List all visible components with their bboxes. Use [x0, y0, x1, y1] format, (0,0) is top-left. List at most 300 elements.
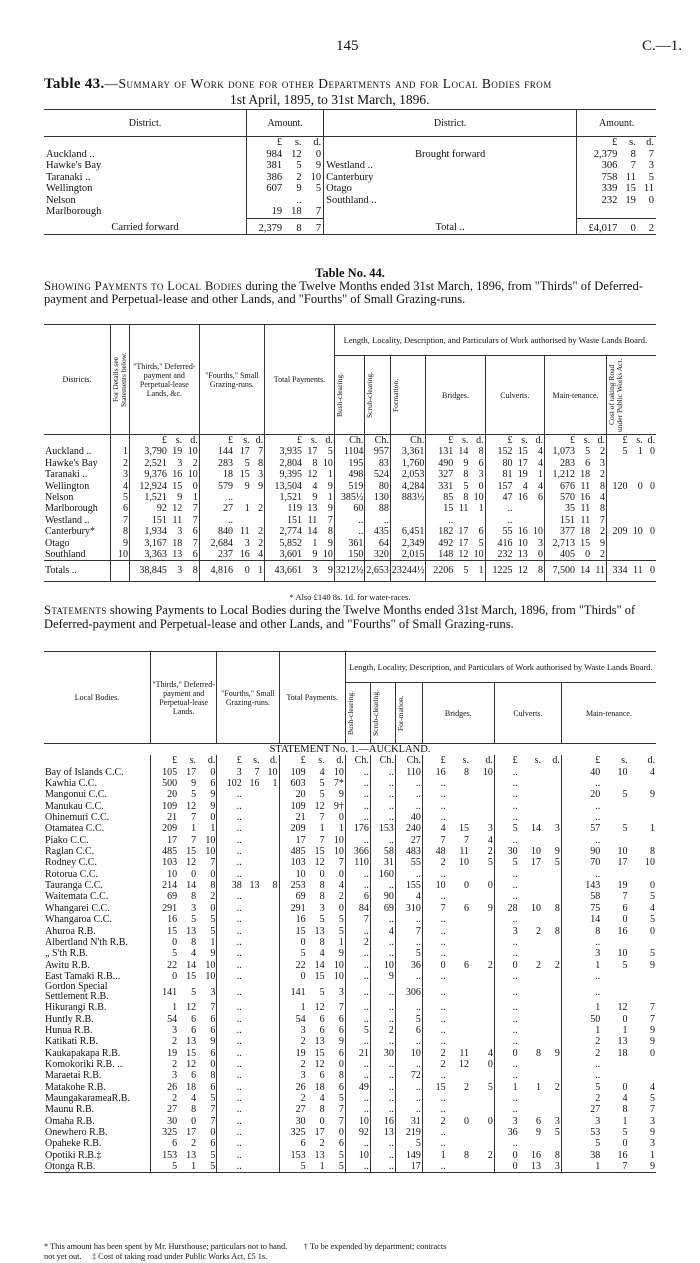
- t44-row-cell: 15: [239, 469, 250, 481]
- statement-cell: [447, 1036, 470, 1047]
- statement-row: [44, 812, 656, 823]
- t44-row-cell: 195: [334, 458, 365, 469]
- statement-cell: 69: [151, 891, 179, 902]
- t44-row-cell: 80: [485, 458, 513, 469]
- t44-row-cell: 3: [478, 469, 484, 481]
- t43-carried: Carried forward: [44, 218, 247, 235]
- st-h-maint: Main-tenance.: [561, 683, 656, 744]
- t44-row-cell: 11: [580, 480, 591, 492]
- t44-row-cell: 8: [312, 457, 318, 469]
- statement-cell: 1: [650, 1149, 655, 1161]
- st-unit: d.: [270, 755, 278, 767]
- t44-totals-row-cell: 1225: [485, 561, 513, 581]
- t44-h-thirds: "Thirds," Deferred-payment and Perpetual-lease Lands, &c.: [130, 325, 200, 435]
- statement-cell: 17: [617, 857, 628, 869]
- statement-cell: [243, 1161, 261, 1173]
- statement-cell: 2: [151, 1036, 179, 1047]
- t44-row-cell: 11: [580, 503, 591, 515]
- statement-cell: 2: [535, 925, 541, 937]
- statement-cell: [519, 1059, 542, 1070]
- statement-cell: 10: [333, 766, 344, 778]
- statement-cell: ..: [561, 869, 601, 880]
- statement-cell: [243, 1014, 261, 1025]
- t44-row-cell: 3: [177, 526, 183, 538]
- statement-cell: [261, 846, 280, 857]
- statement-cell: 109: [279, 801, 307, 812]
- statement-cell: [601, 1059, 628, 1070]
- local-body-name: Rodney C.C.: [45, 857, 97, 869]
- t44-row-cell: [629, 503, 644, 514]
- t43-amount: 758: [577, 172, 620, 184]
- t44-row-cell: 10: [322, 549, 333, 561]
- t43-amount: 9: [315, 160, 322, 171]
- statement-cell: ..: [217, 903, 243, 914]
- statement-cell: 0: [338, 868, 344, 880]
- t44-row-cell: 18: [580, 526, 591, 538]
- statement-row: [44, 1127, 656, 1138]
- statement-cell: 1: [272, 778, 278, 790]
- t44-unit: Ch.: [334, 435, 365, 447]
- statement-cell: 12: [617, 1002, 628, 1014]
- t44-row-cell: 16: [239, 549, 250, 561]
- statement-cell: [601, 982, 628, 1002]
- statement-cell: [447, 1070, 470, 1081]
- t44-row-cell: 16: [580, 492, 591, 504]
- statement-cell: [447, 812, 470, 823]
- t43-unit-blank: [324, 137, 577, 149]
- statement-cell: [628, 835, 656, 846]
- statement-cell: ..: [561, 801, 601, 812]
- statement-cell: 7: [210, 857, 216, 869]
- statement-cell: 13: [314, 1036, 325, 1048]
- t44-row-cell: 1: [637, 446, 643, 458]
- statement-cell: ..: [494, 778, 518, 789]
- statement-cell: ..: [217, 1014, 243, 1025]
- statement-cell: [243, 869, 261, 880]
- statement-cell: [261, 801, 280, 812]
- t44-row-cell: 490: [426, 458, 454, 469]
- local-body-name: Katikati R.B.: [45, 1036, 99, 1048]
- t43-grand-total: 0: [619, 218, 638, 235]
- t43-unit: d.: [313, 137, 322, 148]
- statement-cell: 9: [554, 846, 560, 858]
- statement-cell: 22: [279, 960, 307, 971]
- t44-row-cell: 840: [199, 526, 234, 537]
- st-h-scrub: Scrub-clearing.: [370, 689, 380, 737]
- statement-cell: 8: [319, 880, 325, 892]
- st-unit: £: [422, 755, 446, 766]
- statement-row: [44, 971, 656, 982]
- statement-cell: 7: [464, 834, 469, 846]
- t44-row-cell: 15: [426, 503, 454, 514]
- t44-row-cell: 3: [244, 537, 250, 549]
- t44-row-cell: 0: [585, 549, 591, 561]
- t44-h-total: Total Payments.: [265, 325, 335, 435]
- statement-cell: 10: [205, 959, 216, 971]
- statement-cell: ..: [345, 767, 370, 778]
- statement-cell: [519, 835, 542, 846]
- statement-cell: [261, 1138, 280, 1149]
- t44-row-cell: 9,376: [130, 469, 168, 480]
- statement-row: [44, 937, 656, 948]
- statement-cell: 2: [561, 1036, 601, 1047]
- t44-unit: d.: [255, 435, 264, 446]
- statement-cell: 10: [617, 948, 628, 960]
- t44-row-cell: 405: [544, 549, 576, 561]
- statement-cell: 0: [650, 925, 655, 937]
- statement-cell: ..: [217, 1093, 243, 1104]
- t43-district: Wellington: [46, 183, 93, 194]
- t44-row-cell: 676: [544, 481, 576, 492]
- statement-cell: 0: [464, 880, 469, 892]
- t43-row: [44, 183, 656, 195]
- t44-row-cell: 11: [172, 514, 183, 526]
- t44-row-cell: 35: [544, 503, 576, 514]
- statement-cell: [519, 1070, 542, 1081]
- t43-district: [324, 206, 577, 218]
- statement-cell: 2: [279, 1059, 307, 1070]
- statement-cell: [542, 1036, 561, 1047]
- statement-cell: [470, 1070, 494, 1081]
- t44-row-cell: 19: [517, 469, 528, 481]
- t44-row-cell: 14: [307, 526, 318, 538]
- st-unit: d.: [336, 755, 344, 767]
- statement-row: [44, 1036, 656, 1047]
- statement-cell: 84: [345, 903, 370, 914]
- statement-row: [44, 778, 656, 789]
- statement-cell: ..: [494, 982, 518, 1002]
- statement-cell: 10: [459, 857, 469, 869]
- t44-row-cell: 1: [327, 469, 333, 481]
- t44-row-cell: 2: [599, 549, 605, 561]
- statement-cell: 13: [314, 1149, 325, 1161]
- statement-cell: ..: [345, 1014, 370, 1025]
- statement-cell: [447, 1161, 470, 1173]
- statement-cell: 7: [338, 857, 344, 869]
- statement-row: [44, 1150, 656, 1161]
- statement-cell: 5: [210, 1092, 216, 1104]
- statement-cell: 9: [650, 1036, 655, 1048]
- statement-cell: 2: [554, 959, 560, 971]
- st-unit: s.: [621, 755, 628, 767]
- statement-cell: [243, 948, 261, 959]
- statement-cell: 5: [554, 857, 560, 869]
- statement-cell: 8: [210, 880, 216, 892]
- t44-totals-row-cell: 11: [591, 561, 606, 581]
- st-unit: s.: [189, 755, 197, 767]
- statement-cell: 40: [561, 767, 601, 778]
- t44-row-cell: 2,349: [390, 538, 426, 549]
- statement-cell: 12: [186, 1002, 197, 1014]
- statement-cell: 8: [319, 1104, 325, 1116]
- statement-cell: 19: [279, 1048, 307, 1059]
- statement-cell: ..: [345, 1138, 370, 1149]
- statement-cell: [542, 880, 561, 891]
- statement-row: [44, 960, 656, 971]
- local-body-name: Ohinemuri C.C.: [45, 812, 110, 824]
- local-body-name: „ S'th R.B.: [45, 948, 88, 960]
- st-h-fourths: "Fourths," Small Grazing-runs.: [217, 652, 279, 744]
- statement-cell: [519, 1138, 542, 1149]
- t44-row-cell: 0: [478, 480, 484, 492]
- t44-totals-row-cell: 11: [629, 561, 644, 581]
- statement-cell: ..: [217, 1104, 243, 1115]
- statement-cell: 0: [191, 868, 197, 880]
- statement-cell: 1: [338, 823, 344, 835]
- statement-cell: 17: [279, 835, 307, 846]
- statement-cell: ..: [217, 982, 243, 1002]
- t44-row-cell: 283: [199, 458, 234, 469]
- statement-cell: 14: [186, 880, 197, 892]
- t43-amount: 8: [630, 148, 636, 160]
- statement-cell: ..: [345, 960, 370, 971]
- statement-cell: [628, 982, 656, 1002]
- statement-cell: ..: [345, 1059, 370, 1070]
- t44-row-cell: 150: [334, 549, 365, 561]
- statement-cell: 7: [319, 812, 325, 824]
- t44-unit: £: [485, 435, 513, 447]
- statement-cell: 3: [338, 986, 344, 998]
- t43-amount: [304, 195, 324, 207]
- t44-row-cell: 9: [327, 537, 333, 549]
- statement-cell: 30: [279, 1116, 307, 1127]
- t44-row-cell: 13: [172, 549, 183, 561]
- t44-row-cell: 2,053: [390, 469, 426, 480]
- t44-row-cell: 182: [426, 526, 454, 537]
- statement-cell: 209: [151, 823, 179, 834]
- statement-cell: 10: [617, 846, 628, 858]
- t44-totals-row-cell: 4,816: [199, 561, 234, 581]
- statement-cell: ..: [217, 960, 243, 971]
- statement-cell: [243, 891, 261, 902]
- t43-amount: 18: [291, 206, 302, 217]
- statement-cell: 0: [494, 1161, 518, 1173]
- t44-row-cell: 11: [458, 503, 469, 515]
- t44-totals-row-cell: 3212½: [334, 561, 365, 581]
- t44-totals-row-cell: 14: [576, 561, 591, 581]
- t44-row-cell: ..: [199, 515, 234, 526]
- statement-cell: ..: [422, 891, 446, 902]
- statement-cell: ..: [494, 891, 518, 902]
- statement-cell: [470, 1161, 494, 1173]
- statement-cell: 2: [151, 1093, 179, 1104]
- t43-amount: 984: [247, 149, 285, 161]
- statement-cell: 4: [650, 902, 655, 914]
- t44-row-cell: 1,521: [265, 492, 303, 503]
- statement-cell: 21: [345, 1048, 370, 1059]
- local-body-name: Komokoriki R.B. ..: [45, 1058, 123, 1070]
- statement-cell: ..: [370, 914, 395, 925]
- statement-cell: 6: [338, 1047, 344, 1059]
- statement-cell: 22: [151, 960, 179, 971]
- t44-row-cell: 4: [258, 549, 264, 561]
- t44-row-cell: 16: [517, 526, 528, 538]
- local-body-name: Huntly R.B.: [45, 1013, 94, 1025]
- statement-cell: [261, 1104, 280, 1115]
- statement-cell: 0: [279, 971, 307, 982]
- statement-cell: 240: [395, 823, 422, 834]
- statement-cell: [243, 1127, 261, 1138]
- t44-row-cell: 0: [650, 446, 655, 458]
- statement-cell: 5: [650, 948, 655, 960]
- statement-cell: 30: [151, 1116, 179, 1127]
- t44-unit: d.: [476, 435, 484, 446]
- statement-cell: 57: [561, 823, 601, 834]
- statement-cell: [243, 1025, 261, 1036]
- statement-cell: 0: [151, 971, 179, 982]
- statement-cell: 0: [210, 1127, 216, 1138]
- statement-cell: [243, 971, 261, 982]
- statement-cell: 6: [319, 1013, 325, 1025]
- statement-cell: [628, 812, 656, 823]
- statement-cell: ..: [217, 869, 243, 880]
- st-unit: £: [561, 755, 601, 766]
- statement-cell: [542, 812, 561, 823]
- local-body-name: Matakohe R.B.: [45, 1081, 106, 1093]
- statement-cell: 7: [191, 812, 197, 824]
- t43-amount: 7: [630, 160, 636, 171]
- t44-row-cell: [514, 503, 529, 514]
- statement-cell: 4: [191, 1092, 197, 1104]
- statement-cell: 1: [494, 1082, 518, 1093]
- t44-unit-blank: [44, 435, 111, 447]
- statement-cell: ..: [370, 812, 395, 823]
- statement-cell: 5: [319, 914, 325, 926]
- statement-cell: 5: [210, 1149, 216, 1161]
- statement-cell: 5: [319, 778, 325, 790]
- statement-cell: 9: [487, 902, 493, 914]
- t44-row-cell: 12: [458, 549, 469, 561]
- statement-cell: ..: [494, 937, 518, 948]
- table43-heading: —Summary of Work done for other Departments and for Local Bodies from: [104, 76, 552, 91]
- statement-cell: 109: [279, 767, 307, 778]
- statement-cell: 6: [395, 1025, 422, 1036]
- statement-cell: 7*: [333, 778, 344, 790]
- statement-cell: 10: [530, 902, 541, 914]
- statement-cell: 2: [319, 1138, 325, 1150]
- footnote-4: ‡ Cost of taking road under Public Works Act, £5 1s.: [91, 1251, 268, 1261]
- statement-row: [44, 1116, 656, 1127]
- statement-cell: ..: [422, 1093, 446, 1104]
- statement-cell: [261, 857, 280, 868]
- t44-row-cell: 4: [111, 481, 130, 492]
- statement-cell: 50: [561, 1014, 601, 1025]
- t44-row-cell: 7: [192, 537, 198, 549]
- table44-caption-text: during the Twelve Months ended 31st March, 1896, from "Thirds" of Deferred-payment and Perpetual-lease and other Lands, and "Fourths" of Small Grazing-runs.: [44, 279, 643, 306]
- statement-row: [44, 1059, 656, 1070]
- statement-cell: 6: [191, 1013, 197, 1025]
- statement-cell: 13: [370, 1127, 395, 1138]
- statement-row: [44, 914, 656, 925]
- statement-cell: [470, 869, 494, 880]
- st-h-form: For-mation.: [395, 695, 405, 731]
- t44-row-cell: ..: [426, 515, 454, 526]
- statement-row: [44, 982, 656, 1002]
- statement-row: [44, 789, 656, 800]
- t44-row-cell: 2: [258, 537, 264, 549]
- statement-cell: 7: [422, 835, 446, 846]
- statement-cell: 485: [151, 846, 179, 857]
- statement-cell: 2: [422, 1116, 446, 1127]
- t44-row-cell: Otago: [45, 537, 70, 549]
- statement-cell: [519, 1093, 542, 1104]
- statement-cell: ..: [345, 880, 370, 891]
- statement-cell: 1: [622, 1024, 628, 1036]
- statement-cell: 6: [345, 891, 370, 902]
- t44-row-cell: 5,852: [265, 538, 303, 549]
- t44-row-cell: 1104: [334, 446, 365, 457]
- statement-cell: ..: [395, 789, 422, 800]
- t43-amount: 19: [247, 206, 285, 218]
- t44-row-cell: 3: [599, 457, 605, 469]
- statement-cell: 0: [494, 1048, 518, 1059]
- statement-cell: ..: [561, 982, 601, 1002]
- statement-cell: [628, 971, 656, 982]
- statement-cell: 4: [622, 1092, 628, 1104]
- t44-row-cell: 9: [258, 480, 264, 492]
- st-units-row: [44, 755, 656, 766]
- statement-cell: 21: [279, 812, 307, 823]
- t44-row-cell: 7: [192, 503, 198, 515]
- statement-cell: ..: [370, 778, 395, 789]
- statement-cell: ..: [494, 1093, 518, 1104]
- statement-cell: 14: [314, 959, 325, 971]
- statement-cell: [447, 971, 470, 982]
- statement-cell: ..: [370, 1002, 395, 1013]
- statement-cell: 27: [561, 1104, 601, 1115]
- t44-h-fourths: "Fourths," Small Grazing-runs.: [199, 325, 264, 435]
- t43-total: 8: [284, 218, 303, 235]
- t43-amount: 5: [296, 160, 302, 171]
- statement-cell: 9: [650, 1127, 655, 1138]
- t44-row-cell: 4,284: [390, 481, 426, 492]
- statement-cell: 13: [186, 1149, 197, 1161]
- statement-cell: [261, 1127, 280, 1138]
- t44-unit: £: [606, 435, 628, 447]
- statement-cell: [470, 1014, 494, 1025]
- t44-unit: £: [130, 435, 168, 447]
- statement-cell: 5: [650, 914, 655, 926]
- statement-cell: ..: [395, 778, 422, 789]
- t44-row-cell: 9: [312, 549, 318, 561]
- statement-cell: 15: [459, 823, 469, 835]
- t44-row-cell: 5: [463, 480, 469, 492]
- t44-row-cell: [469, 515, 485, 526]
- t43-row: [44, 195, 656, 207]
- statement-cell: [470, 1002, 494, 1013]
- t44-row-cell: 0: [650, 526, 655, 538]
- statement-cell: 8: [272, 880, 278, 892]
- statement-cell: 5: [319, 789, 325, 801]
- t44-row-cell: 0: [192, 480, 198, 492]
- t44-totals-row-cell: 8: [183, 561, 199, 581]
- t44-row-cell: 47: [485, 492, 513, 503]
- statement-cell: 15: [279, 926, 307, 937]
- statement-cell: ..: [370, 835, 395, 846]
- statement-row: [44, 835, 656, 846]
- statement-cell: ..: [345, 948, 370, 959]
- statement-cell: [261, 1116, 280, 1127]
- t43-total: 7: [304, 218, 324, 235]
- statement-cell: 5: [622, 789, 628, 801]
- statement-cell: 149: [395, 1150, 422, 1161]
- t43-unit: s.: [294, 137, 302, 148]
- statement-cell: ..: [370, 1070, 395, 1081]
- statement-cell: 9: [370, 971, 395, 982]
- statement-cell: [243, 926, 261, 937]
- t44-row-cell: 119: [265, 503, 303, 514]
- t44-row-cell: 7: [111, 515, 130, 526]
